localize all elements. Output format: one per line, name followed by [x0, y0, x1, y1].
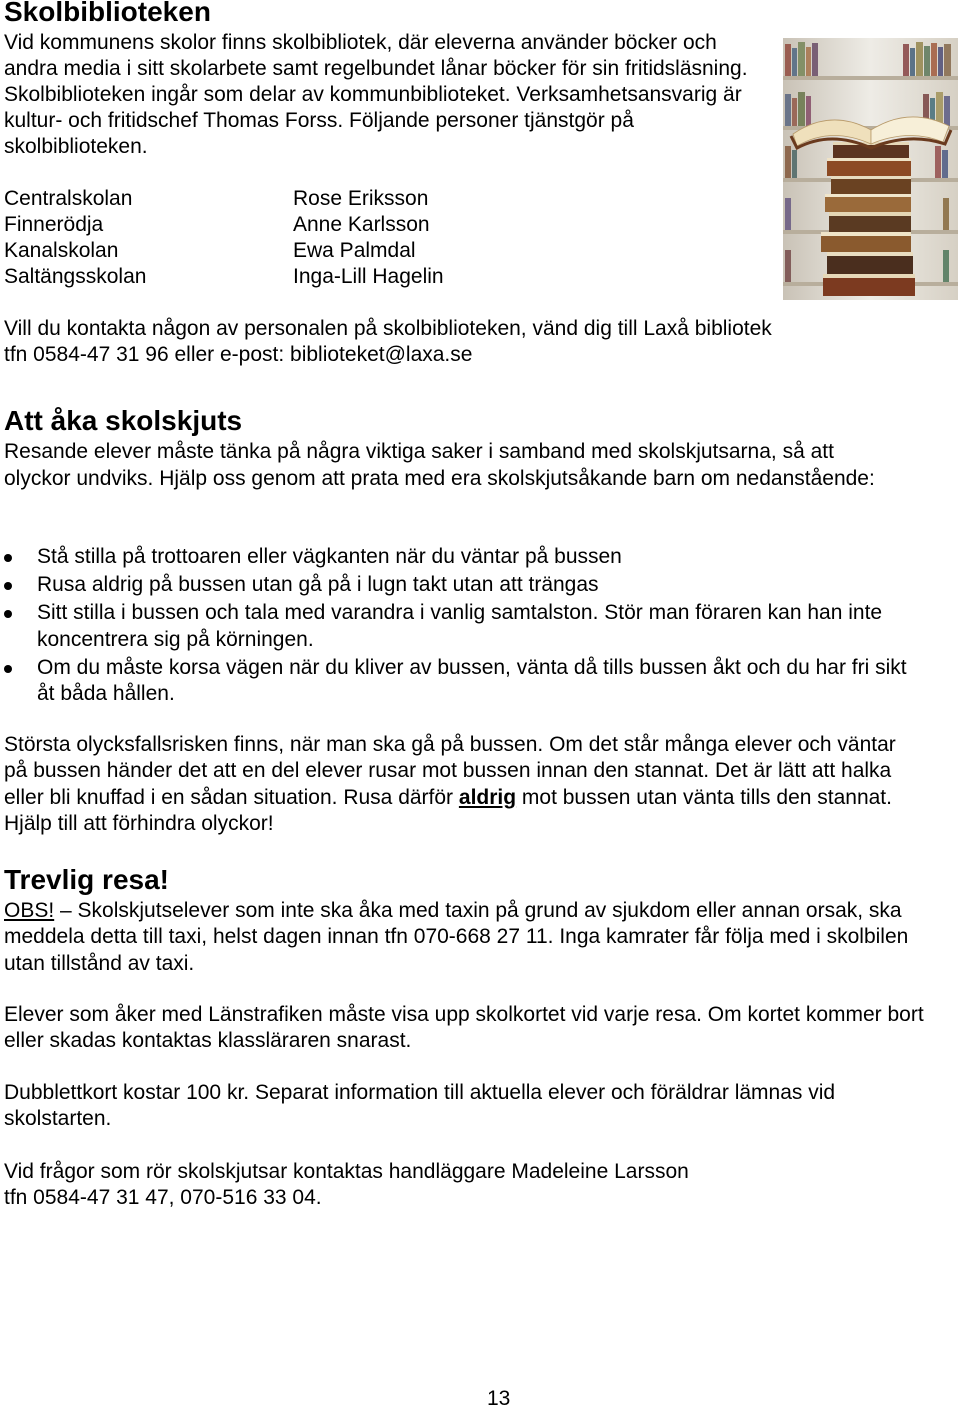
staff-person: Inga-Lill Hagelin: [293, 265, 444, 288]
list-item: [0, 544, 910, 571]
risk-text-after: mot bussen utan vänta tills den stannat. Hjälp till att förhindra olyckor!: [4, 785, 892, 835]
bullet-icon: [4, 554, 12, 562]
list-item: [0, 655, 910, 708]
bullet-icon: [4, 665, 12, 673]
farewell-heading: Trevlig resa!: [4, 864, 169, 895]
bullet-icon: [4, 610, 12, 618]
questions-paragraph: [4, 1159, 924, 1212]
staff-row: [4, 264, 444, 290]
staff-person: Rose Eriksson: [293, 187, 429, 210]
school-bus-heading: Att åka skolskjuts: [4, 405, 243, 436]
staff-school: Kanalskolan: [4, 239, 119, 262]
rule-text: Rusa aldrig på bussen utan gå på i lugn takt utan att trängas: [37, 573, 599, 596]
school-bus-intro: [4, 438, 904, 492]
obs-body: – Skolskjutselever som inte ska åka med taxin på grund av sjukdom eller annan orsak, ska meddela detta till taxi, helst dagen innan tfn 070-668 27 11. Inga kamrater får följa med i skolbilen utan tillstånd av taxi.: [4, 899, 909, 975]
list-item: [0, 600, 910, 653]
staff-school: Finnerödja: [4, 213, 104, 236]
library-heading: Skolbiblioteken: [4, 0, 211, 27]
library-intro-text: Vid kommunens skolor finns skolbibliotek, där eleverna använder böcker och andra media i sitt skolarbete samt regelbundet lånar böcker för sin fritidsläsning. Skolbiblioteken ingår som delar av kommunbiblioteket. Verksamhetsansvarig är kultur- och fritidschef Thomas Forss. Följande personer tjänstgör på skolbiblioteken.: [4, 31, 748, 158]
library-intro: [4, 30, 764, 160]
risk-emphasis: aldrig: [458, 785, 517, 809]
accident-risk-paragraph: [4, 732, 924, 837]
obs-label: OBS!: [4, 899, 55, 922]
bullet-icon: [4, 582, 12, 590]
duplicate-card-paragraph: [4, 1080, 924, 1133]
contact-line: tfn 0584-47 31 96 eller e-post: biblioteket@laxa.se: [4, 343, 473, 366]
school-bus-intro-text: Resande elever måste tänka på några viktiga saker i samband med skolskjutsarna, så att olyckor undviks. Hjälp oss genom att prata med era skolskjutsåkande barn om nedanstående:: [4, 440, 875, 490]
library-contact: [4, 316, 904, 368]
list-item: [0, 572, 910, 599]
staff-row: [4, 238, 444, 264]
questions-line: Vid frågor som rör skolskjutsar kontaktas handläggare Madeleine Larsson: [4, 1160, 689, 1183]
obs-paragraph: [4, 898, 924, 977]
questions-line: tfn 0584-47 31 47, 070-516 33 04.: [4, 1186, 322, 1210]
risk-text-before: Största olycksfallsrisken finns, när man ska gå på bussen. Om det står många elever och väntar på bussen händer det att en del elever rusar mot bussen innan den stannat. Det är lätt att halka eller bli knuffad i en sådan situation. Rusa därför: [4, 733, 896, 809]
rule-text: Om du måste korsa vägen när du kliver av bussen, vänta då tills bussen åkt och du har fri sikt åt båda hållen.: [37, 655, 907, 705]
page-number: 13: [487, 1387, 511, 1410]
bus-rules-list: [0, 544, 910, 708]
contact-line: Vill du kontakta någon av personalen på skolbiblioteken, vänd dig till Laxå bibliotek: [4, 317, 772, 340]
staff-school: Saltängsskolan: [4, 265, 147, 288]
staff-person: Ewa Palmdal: [293, 239, 416, 262]
accident-risk-text: [4, 732, 924, 837]
staff-school: Centralskolan: [4, 187, 133, 210]
staff-person: Anne Karlsson: [293, 213, 430, 236]
staff-row: [4, 186, 444, 212]
rule-text: Stå stilla på trottoaren eller vägkanten när du väntar på bussen: [37, 545, 622, 568]
lanstrafiken-text: Elever som åker med Länstrafiken måste visa upp skolkortet vid varje resa. Om kortet kommer bort eller skadas kontaktas klassläraren snarast.: [4, 1003, 924, 1053]
library-staff-list: [4, 186, 444, 290]
lanstrafiken-paragraph: [4, 1002, 924, 1055]
staff-row: [4, 212, 444, 238]
duplicate-card-text: Dubblettkort kostar 100 kr. Separat information till aktuella elever och föräldrar lämnas vid skolstarten.: [4, 1081, 836, 1131]
obs-text: [4, 898, 924, 977]
library-books-image: [783, 38, 958, 300]
rule-text: Sitt stilla i bussen och tala med varandra i vanlig samtalston. Stör man föraren kan han inte koncentrera sig på körningen.: [37, 601, 883, 651]
